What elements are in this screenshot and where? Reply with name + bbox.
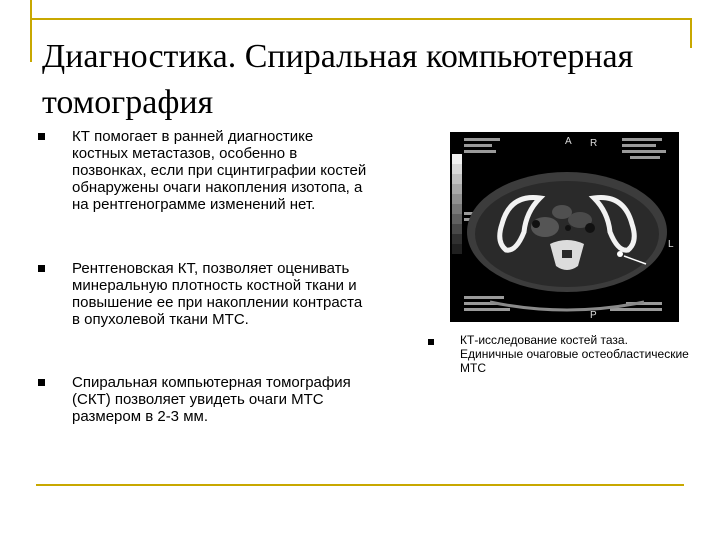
ct-pelvis-drawing: [450, 132, 679, 322]
ct-scan-image: [450, 132, 679, 322]
marker-anterior: A: [565, 136, 572, 147]
frame-line-bottom: [36, 484, 684, 486]
square-bullet-icon: [38, 133, 45, 140]
marker-right: R: [590, 138, 598, 149]
square-bullet-icon: [38, 379, 45, 386]
frame-line-top: [30, 18, 692, 20]
bullet-text: КТ помогает в ранней диагностике костных метастазов, особенно в позвонках, если при сцинтиграфии костей обнаружены очаги накопления изотопа, а на рентгенограмме изменений нет.: [72, 128, 367, 213]
metastasis-focus: [617, 251, 623, 257]
bullet-text: Рентгеновская КТ, позволяет оценивать минеральную плотность костной ткани и повышение ее при накоплении контраста в опухолевой ткани МТС.: [72, 260, 363, 328]
bullet-text: Спиральная компьютерная томография (СКТ) позволяет увидеть очаги МТС размером в 2-3 мм.: [72, 374, 351, 425]
square-bullet-icon: [38, 265, 45, 272]
square-bullet-icon: [428, 339, 434, 345]
caption-text: КТ-исследование костей таза. Единичные очаговые остеобластические МТС: [460, 333, 689, 375]
grayscale-bar: [452, 154, 462, 254]
slide-title: Диагностика. Спиральная компьютерная томография: [42, 38, 634, 121]
marker-left: L: [668, 239, 674, 250]
frame-line-vertical: [30, 0, 32, 62]
marker-posterior: P: [590, 310, 597, 321]
frame-line-right: [690, 18, 692, 48]
